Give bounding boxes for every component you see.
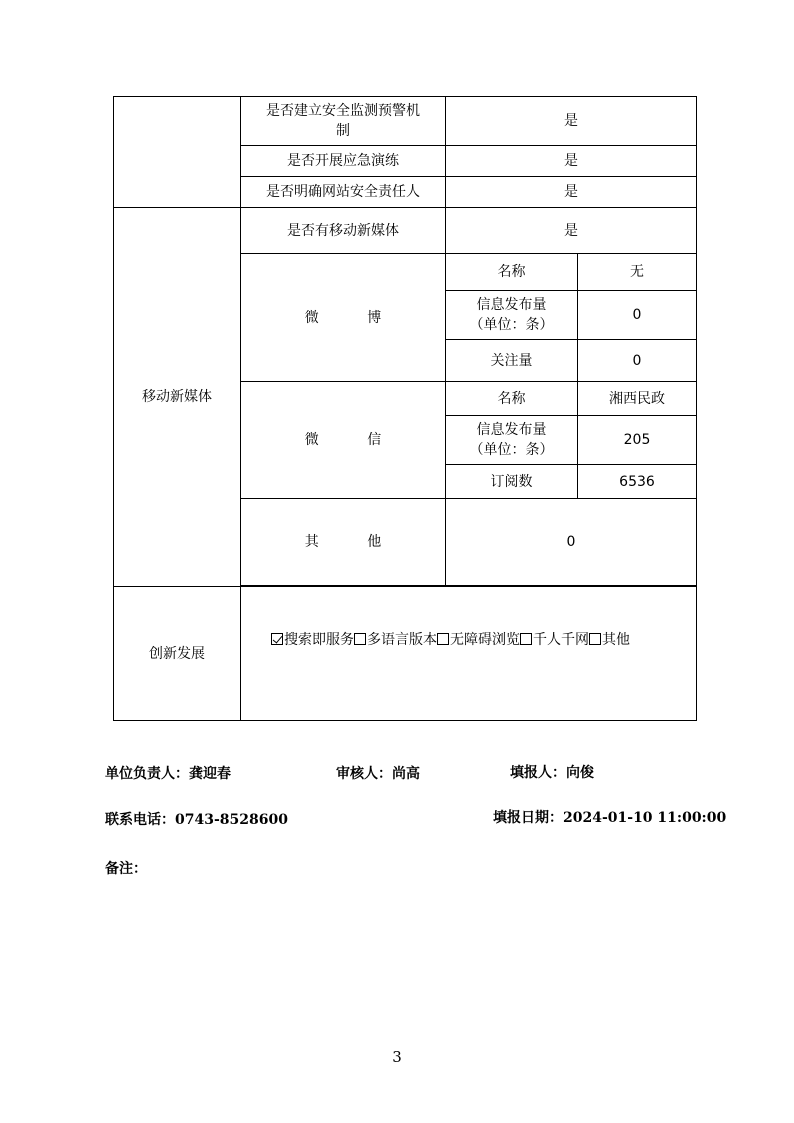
weibo-posts-label bbox=[446, 291, 578, 340]
innovation-option-list bbox=[271, 632, 630, 648]
option-label: 无障碍浏览 bbox=[450, 631, 520, 648]
other-value: 0 bbox=[446, 499, 697, 586]
checkbox-unchecked-icon[interactable] bbox=[354, 633, 366, 645]
posts-label-line2: （单位：条） bbox=[469, 317, 554, 333]
row-label: 是否开展应急演练 bbox=[241, 146, 446, 177]
weixin-name-value: 湘西民政 bbox=[578, 382, 697, 416]
weixin-name-label: 名称 bbox=[446, 382, 578, 416]
weibo-posts-value: 0 bbox=[578, 291, 697, 340]
innovation-options bbox=[241, 587, 697, 721]
row-value: 是 bbox=[446, 146, 697, 177]
checkbox-unchecked-icon[interactable] bbox=[520, 633, 532, 645]
row-label: 是否明确网站安全责任人 bbox=[241, 177, 446, 208]
weixin-subscribers-value: 6536 bbox=[578, 465, 697, 499]
weixin-posts-label bbox=[446, 416, 578, 465]
weixin-subscribers-label: 订阅数 bbox=[446, 465, 578, 499]
row-label: 是否建立安全监测预警机制 bbox=[241, 97, 446, 146]
weixin-posts-value: 205 bbox=[578, 416, 697, 465]
option-label: 搜索即服务 bbox=[284, 631, 354, 648]
row-value: 是 bbox=[446, 97, 697, 146]
checkbox-checked-icon[interactable] bbox=[271, 633, 283, 645]
phone: 联系电话：0743-8528600 bbox=[105, 812, 288, 828]
weibo-followers-label: 关注量 bbox=[446, 340, 578, 382]
weibo-followers-value: 0 bbox=[578, 340, 697, 382]
weibo-name-value: 无 bbox=[578, 254, 697, 291]
report-table bbox=[113, 96, 697, 721]
checkbox-unchecked-icon[interactable] bbox=[589, 633, 601, 645]
remarks: 备注： bbox=[105, 861, 147, 877]
posts-label-line1: 信息发布量 bbox=[476, 297, 547, 313]
posts-label-line1: 信息发布量 bbox=[476, 422, 547, 438]
media-section-label: 移动新媒体 bbox=[114, 208, 241, 587]
weibo-name-label: 名称 bbox=[446, 254, 578, 291]
weibo-label: 微 博 bbox=[241, 254, 446, 382]
unit-head: 单位负责人：龚迎春 bbox=[105, 766, 231, 782]
innovation-label: 创新发展 bbox=[114, 587, 241, 721]
row-value: 是 bbox=[446, 177, 697, 208]
fill-date: 填报日期：2024-01-10 11:00:00 bbox=[493, 810, 727, 826]
other-label: 其 他 bbox=[241, 499, 446, 586]
option-label: 多语言版本 bbox=[367, 631, 437, 648]
checkbox-unchecked-icon[interactable] bbox=[437, 633, 449, 645]
row-label: 是否有移动新媒体 bbox=[241, 208, 446, 254]
filler: 填报人：向俊 bbox=[510, 765, 594, 781]
row-value: 是 bbox=[446, 208, 697, 254]
option-label: 其他 bbox=[602, 631, 630, 648]
weixin-label: 微 信 bbox=[241, 382, 446, 499]
page-number: 3 bbox=[392, 1048, 402, 1066]
option-label: 千人千网 bbox=[533, 631, 589, 648]
reviewer: 审核人：尚高 bbox=[336, 766, 420, 782]
security-section-cell bbox=[114, 97, 241, 208]
posts-label-line2: （单位：条） bbox=[469, 442, 554, 458]
